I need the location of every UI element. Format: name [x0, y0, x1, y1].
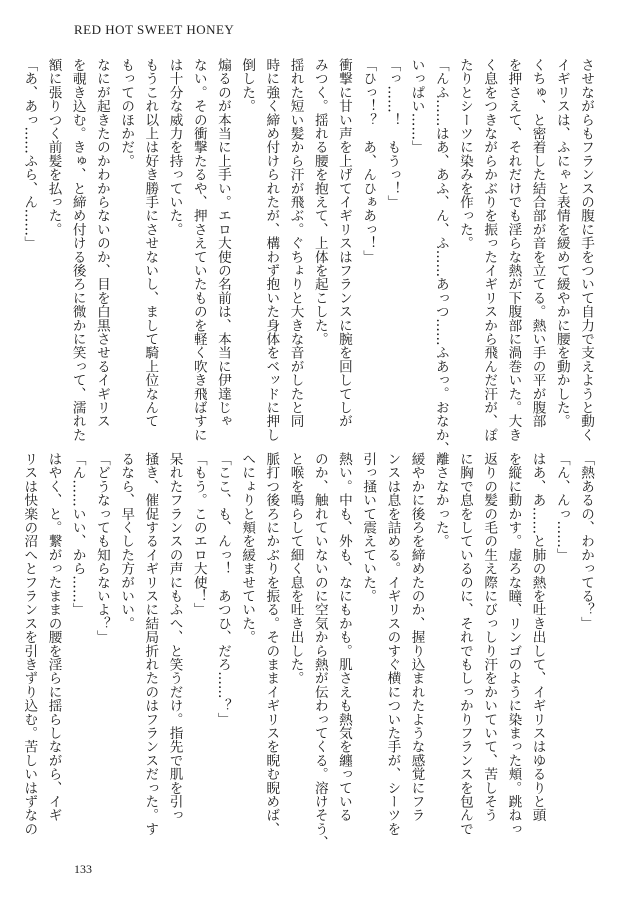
text-line: 掻き、催促するイギリスに結局折れたのはフランスだった。す	[142, 452, 159, 836]
text-line: に胸で息をしているのに、それでもしっかりフランスを包んで	[456, 452, 473, 836]
text-line: くちゅ、と密着した結合部が音を立てる。熱い手の平が腹部	[529, 58, 546, 428]
text-line: たりとシーツに染みを作った。	[456, 58, 473, 250]
text-line: 「熱あるの、わかってる？」	[578, 452, 594, 631]
text-line: 熱い。中も、外も、なにもかも。肌さえも熱気を纏っている	[335, 452, 352, 822]
text-line: へにょりと頬を緩ませていた。	[239, 452, 256, 644]
text-line: 「もう。このエロ大使！」	[190, 452, 207, 617]
text-line: 額に張りつく前髪を払った。	[45, 58, 62, 237]
text-line: はやく、と。繋がったままの腰を淫らに揺らしながら、イギ	[45, 452, 62, 822]
text-line: いっぱい……」	[408, 58, 425, 154]
text-line: 「っ……！ もうっ！」	[384, 58, 401, 209]
text-line: 返りの髪の毛の生え際にびっしり汗をかいていて、苦しそう	[481, 452, 498, 822]
text-line: 緩やかに後ろを締めたのか、握り込まれたような感覚にフラ	[408, 452, 425, 822]
text-line: させながらもフランスの腹に手をついて自力で支えようと動く	[578, 58, 594, 442]
text-line: もうこれ以上は好き勝手にさせないし、まして騎上位なんて	[142, 58, 159, 428]
text-line: ンスは息を詰める。イギリスのすぐ横についた手が、シーツを	[384, 452, 401, 836]
text-line: 「あ、あっ……ふら、ん……」	[21, 58, 38, 250]
text-line: リスは快楽の沼へとフランスを引きずり込む。苦しいはずなの	[21, 452, 38, 836]
text-line: く息をつきながらかぶりを振ったイギリスから飛んだ汗が、ぽ	[481, 58, 498, 442]
text-line: は十分な威力を持っていた。	[166, 58, 183, 237]
text-line: 引っ掻いて震えていた。	[360, 452, 377, 603]
upper-text-block	[21, 58, 598, 456]
text-line: るなら、早くした方がいい。	[118, 452, 135, 631]
text-line: 揺れた短い髪から汗が飛ぶ。ぐちょりと大きな音がしたと同	[287, 58, 304, 428]
text-line: 時に強く締め付けられたが、構わず抱いた身体をベッドに押し	[263, 58, 280, 442]
text-line: 衝撃に甘い声を上げてイギリスはフランスに腕を回してしが	[335, 58, 352, 428]
text-line: もってのほかだ。	[118, 58, 135, 168]
text-line: 煽るのが本当に上手い。エロ大使の名前は、本当に伊達じゃ	[214, 58, 231, 428]
text-line: 離さなかった。	[432, 452, 449, 548]
text-line: みつく。揺れる腰を抱えて、上体を起こした。	[311, 58, 328, 346]
text-line: 呆れたフランスの声にもふへ、と笑うだけ。指先で肌を引っ	[166, 452, 183, 822]
running-header: RED HOT SWEET HONEY	[74, 22, 235, 37]
text-line: ない。その衝撃たるや、押さえていたものを軽く吹き飛ばすに	[190, 58, 207, 442]
text-line: 倒した。	[239, 58, 256, 113]
text-line: 「ん、んっ……」	[553, 452, 570, 562]
text-line: を押さえて、それだけでも淫らな熱が下腹部に渦巻いた。大き	[505, 58, 522, 442]
lower-text-block	[21, 452, 598, 852]
text-line: 「ん……いい、から……」	[69, 452, 86, 617]
text-line: 「ひっ！？ あ、んひぁあっ！」	[360, 58, 377, 264]
text-line: 「どうなっても知らないよ？」	[93, 452, 110, 644]
text-line: 脈打つ後ろにかぶりを振る。そのままイギリスを睨む睨めば、	[263, 452, 280, 836]
page-number: 133	[74, 862, 92, 876]
text-line: 「ここ、も、んっ！ あつひ、だろ……？」	[214, 452, 231, 726]
text-line: を縦に動かす。虚ろな瞳、リンゴのように染まった頬。跳ねっ	[505, 452, 522, 836]
text-line: 「んふ……はあ、あふ、ん、ふ……あっつ……ふあっ。おなか、	[432, 58, 449, 456]
text-line: イギリスは、ふにゃと表情を緩めて緩やかに腰を動かした。	[553, 58, 570, 428]
text-line: のか、触れていないのに空気から熱が伝わってくる。溶けそう、	[311, 452, 328, 850]
text-line: はあ、あ……と肺の熱を吐き出して、イギリスはゆるりと頭	[529, 452, 546, 822]
text-line: を覗き込む。きゅ、と締め付ける後ろに微かに笑って、濡れた	[69, 58, 86, 442]
text-line: なにが起きたのかわからないのか、目を白黒させるイギリス	[93, 58, 110, 428]
text-line: と喉を鳴らして細く息を吐き出した。	[287, 452, 304, 685]
